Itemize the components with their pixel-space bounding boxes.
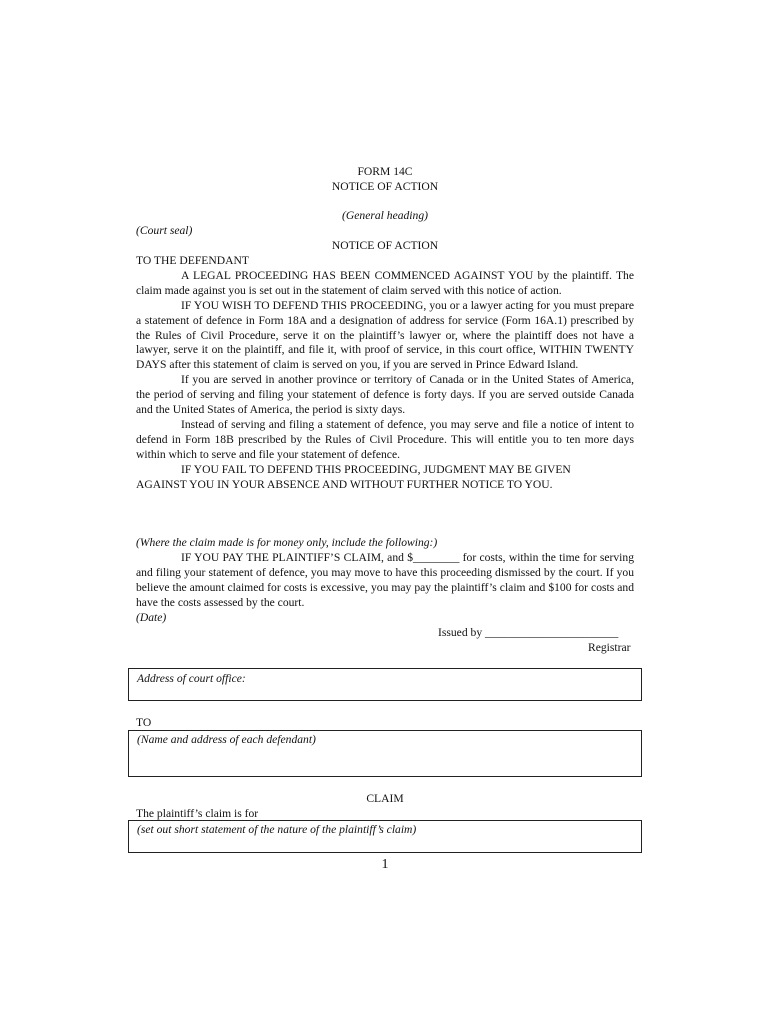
defendant-box: [128, 730, 642, 777]
date-label: (Date): [136, 610, 167, 624]
claim-heading: CLAIM: [366, 792, 404, 805]
court-office-box: [128, 668, 642, 701]
paragraph-fail-line2: AGAINST YOU IN YOUR ABSENCE AND WITHOUT FURTHER NOTICE TO YOU.: [136, 477, 553, 491]
money-claim-section: [136, 536, 634, 625]
to-defendant: TO THE DEFENDANT: [136, 254, 249, 267]
defendant-label: (Name and address of each defendant): [137, 733, 316, 746]
general-heading: (General heading): [342, 209, 428, 222]
form-number: FORM 14C: [357, 165, 413, 178]
form-title: NOTICE OF ACTION: [331, 180, 439, 193]
money-note: (Where the claim made is for money only, include the following:): [136, 536, 438, 549]
court-seal: (Court seal): [136, 224, 193, 237]
paragraph-notice-of-intent: Instead of serving and filing a statement of defence, you may serve and file a notice of intent to defend in Form 18B prescribed by the Rules of Civil Procedure. This will entitle you to ten more days within which to serve and file your statement of defence.: [136, 417, 634, 461]
claim-box-label: (set out short statement of the nature of the plaintiff’s claim): [137, 823, 417, 836]
paragraph-commenced: A LEGAL PROCEEDING HAS BEEN COMMENCED AGAINST YOU by the plaintiff. The claim made against you is set out in the statement of claim served with this notice of action.: [136, 268, 634, 297]
court-office-label: Address of court office:: [137, 672, 246, 685]
paragraph-served-elsewhere: If you are served in another province or territory of Canada or in the United States of America, the period of serving and filing your statement of defence is forty days. If you are served outside Canada and the United States of America, the period is sixty days.: [136, 373, 634, 417]
claim-intro: The plaintiff’s claim is for: [136, 807, 259, 820]
paragraph-defend: IF YOU WISH TO DEFEND THIS PROCEEDING, you or a lawyer acting for you must prepare a statement of defence in Form 18A and a designation of address for service (Form 16A.1) prescribed by the Rules of Civil Procedure, serve it on the plaintiff’s lawyer or, where the plaintiff does not have a lawyer, serve it on the plaintiff, and file it, with proof of service, in this court office, WITHIN TWENTY DAYS after this statement of claim is served on you, if you are served in Prince Edward Island.: [136, 298, 634, 372]
paragraph-pay-claim: IF YOU PAY THE PLAINTIFF’S CLAIM, and $________ for costs, within the time for serving and filing your statement of defence, you may move to have this proceeding dismissed by the court. If you believe the amount claimed for costs is excessive, you may pay the plaintiff’s claim and $100 for costs and have the costs assessed by the court.: [136, 550, 634, 609]
page-number: 1: [381, 857, 389, 872]
claim-box: [128, 820, 642, 853]
to-label: TO: [136, 716, 152, 729]
notice-body: [136, 254, 634, 493]
paragraph-fail-line1: IF YOU FAIL TO DEFEND THIS PROCEEDING, JUDGMENT MAY BE GIVEN: [181, 462, 571, 476]
issued-by: Issued by _______________________: [438, 626, 619, 639]
registrar-label: Registrar: [588, 641, 631, 654]
notice-subtitle: NOTICE OF ACTION: [331, 239, 439, 252]
